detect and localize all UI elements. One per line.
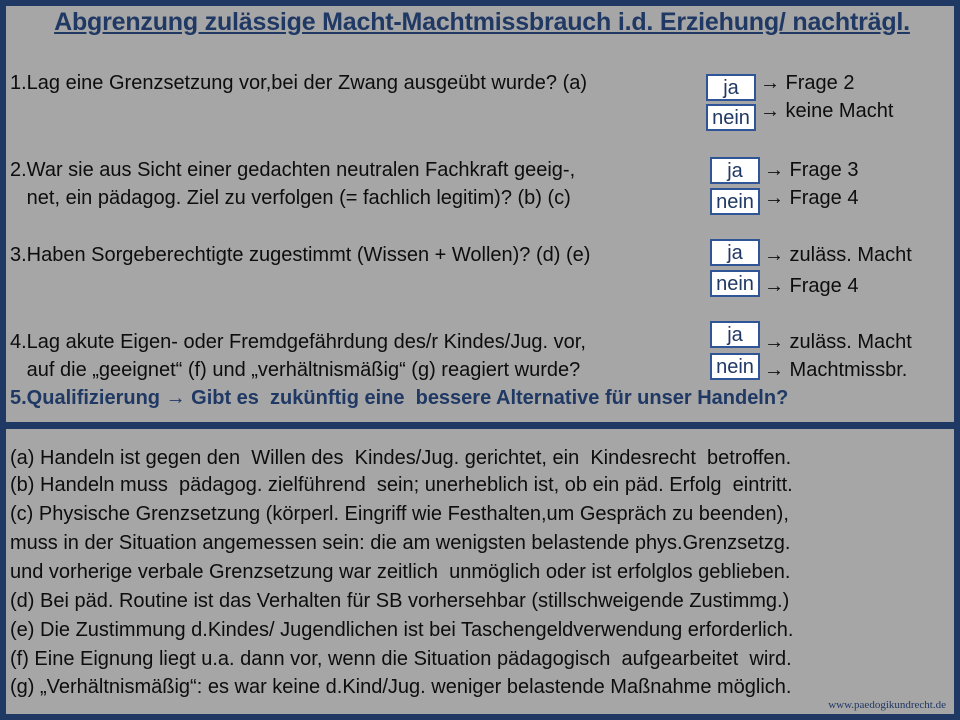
question-3-yes-box: ja	[710, 239, 760, 266]
note-c-line-3: und vorherige verbale Grenzsetzung war zeitlich unmöglich oder ist erfolglos geblieben.	[10, 561, 791, 583]
question-2-no-box: nein	[710, 188, 760, 215]
question-1-no-box: nein	[706, 104, 756, 131]
question-4-no-box: nein	[710, 353, 760, 380]
note-f: (f) Eine Eignung liegt u.a. dann vor, wenn die Situation pädagogisch aufgearbeitet wird.	[10, 648, 792, 670]
question-2-yes-result: → Frage 3	[764, 159, 859, 181]
note-e: (e) Die Zustimmung d.Kindes/ Jugendlichen ist bei Taschengeldverwendung erforderlich.	[10, 619, 794, 641]
question-4-yes-box: ja	[710, 321, 760, 348]
question-1-yes-box: ja	[706, 74, 756, 101]
question-2-line-2: net, ein pädagog. Ziel zu verfolgen (= fachlich legitim)? (b) (c)	[10, 187, 571, 209]
note-b: (b) Handeln muss pädagog. zielführend sein; unerheblich ist, ob ein päd. Erfolg eintritt.	[10, 474, 793, 496]
question-2-yes-box: ja	[710, 157, 760, 184]
note-g: (g) „Verhältnismäßig“: es war keine d.Kind/Jug. weniger belastende Maßnahme möglich.	[10, 676, 792, 698]
question-2-no-result: → Frage 4	[764, 187, 859, 209]
question-3-yes-result: → zuläss. Macht	[764, 244, 912, 266]
question-4-line-2: auf die „geeignet“ (f) und „verhältnismäßig“ (g) reagiert wurde?	[10, 359, 581, 381]
question-4-line-1: 4.Lag akute Eigen- oder Fremdgefährdung des/r Kindes/Jug. vor,	[10, 331, 586, 353]
question-4-no-result: → Machtmissbr.	[764, 359, 908, 381]
question-1-line-1: 1.Lag eine Grenzsetzung vor,bei der Zwang ausgeübt wurde? (a)	[10, 72, 588, 94]
note-c-line-2: muss in der Situation angemessen sein: die am wenigsten belastende phys.Grenzsetzg.	[10, 532, 791, 554]
question-1-no-result: → keine Macht	[760, 100, 894, 122]
question-3-line-1: 3.Haben Sorgeberechtigte zugestimmt (Wissen + Wollen)? (d) (e)	[10, 244, 591, 266]
question-4-yes-result: → zuläss. Macht	[764, 331, 912, 353]
question-3-no-box: nein	[710, 270, 760, 297]
question-2-line-1: 2.War sie aus Sicht einer gedachten neutralen Fachkraft geeig-,	[10, 159, 576, 181]
website-footer: www.paedogikundrecht.de	[828, 699, 946, 711]
note-d: (d) Bei päd. Routine ist das Verhalten für SB vorhersehbar (stillschweigende Zustimmg.)	[10, 590, 790, 612]
question-1-yes-result: → Frage 2	[760, 72, 855, 94]
question-3-no-result: → Frage 4	[764, 275, 859, 297]
note-a: (a) Handeln ist gegen den Willen des Kindes/Jug. gerichtet, ein Kindesrecht betroffen.	[10, 447, 792, 469]
question-5-line: 5.Qualifizierung → Gibt es zukünftig eine bessere Alternative für unser Handeln?	[10, 387, 789, 409]
slide-title: Abgrenzung zulässige Macht-Machtmissbrauch i.d. Erziehung/ nachträgl.	[54, 8, 910, 36]
note-c-line-1: (c) Physische Grenzsetzung (körperl. Eingriff wie Festhalten,um Gespräch zu beenden),	[10, 503, 789, 525]
